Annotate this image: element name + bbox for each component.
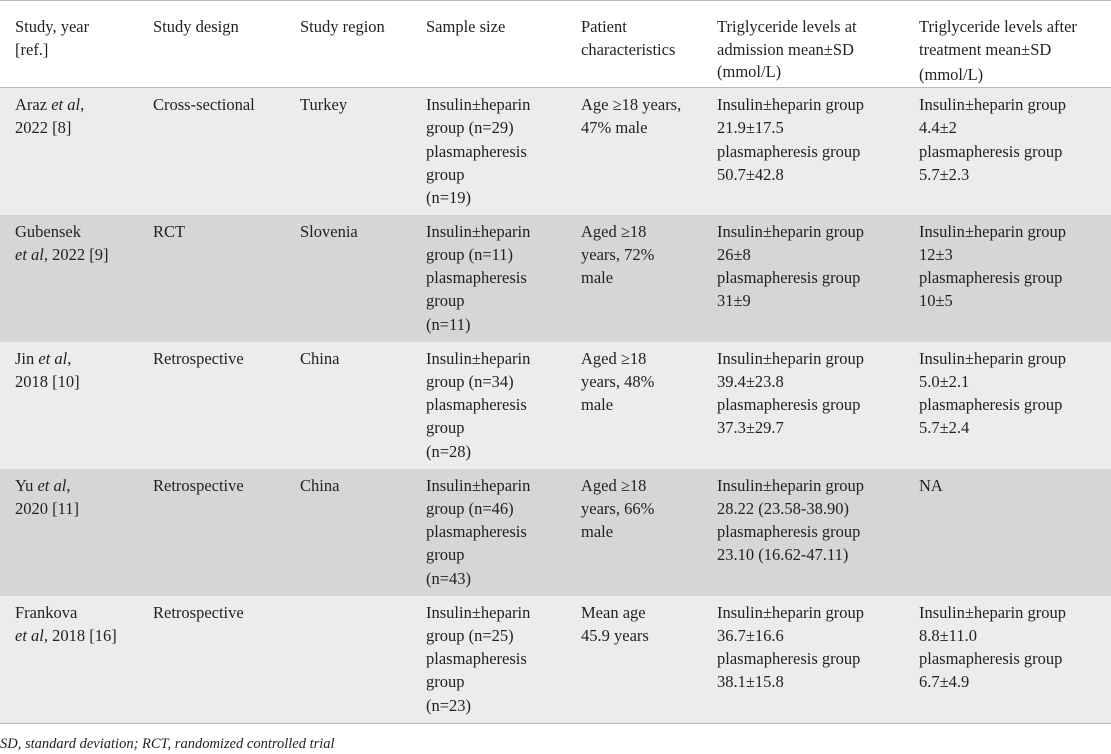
study-author: Yu: [15, 475, 34, 495]
cell-tg-after: [904, 596, 1111, 724]
header-patient-line: Patient: [581, 17, 627, 36]
tg-admission-line: 28.22 (23.58-38.90): [717, 498, 849, 518]
table-row: [0, 469, 1111, 596]
tg-admission-line: plasmapheresis group: [717, 141, 861, 161]
cell-design: [138, 88, 285, 215]
sample-line: group (n=25): [426, 625, 514, 645]
tg-admission-line: Insulin±heparin group: [717, 221, 864, 241]
patient-line: male: [581, 395, 614, 415]
sample-line: (n=43): [426, 568, 472, 588]
sample-line: plasmapheresis: [426, 649, 527, 669]
cell-study: [0, 469, 138, 596]
cell-tg-after: [904, 88, 1111, 215]
header-tg-admission-line: (mmol/L): [717, 62, 782, 81]
table-header: [0, 1, 1111, 88]
study-etal: et al: [51, 95, 81, 114]
header-patient: [566, 1, 702, 88]
header-tg-after-line: (mmol/L): [919, 65, 984, 84]
tg-admission-line: Insulin±heparin group: [717, 475, 864, 495]
table-body: [0, 88, 1111, 724]
header-design-line: Study design: [153, 17, 239, 36]
patient-line: 47% male: [581, 118, 648, 138]
design-text: Retrospective: [153, 602, 244, 622]
cell-tg-admission: [702, 215, 904, 342]
patient-line: Age ≥18 years,: [581, 95, 682, 114]
study-tail: ,: [80, 95, 85, 114]
patient-line: Mean age: [581, 602, 646, 622]
tg-admission-line: 37.3±29.7: [717, 418, 784, 438]
cell-tg-after: [904, 215, 1111, 342]
header-tg-after-line: treatment mean±SD: [919, 39, 1052, 59]
study-etal: et al: [38, 348, 68, 368]
sample-line: group: [426, 418, 465, 438]
tg-admission-line: 39.4±23.8: [717, 371, 784, 391]
cell-patient: [566, 88, 702, 215]
sample-line: Insulin±heparin: [426, 475, 531, 495]
cell-tg-admission: [702, 88, 904, 215]
tg-admission-line: Insulin±heparin group: [717, 95, 864, 114]
cell-study: [0, 215, 138, 342]
tg-admission-line: plasmapheresis group: [717, 395, 861, 415]
region-text: Slovenia: [300, 221, 358, 241]
tg-after-line: plasmapheresis group: [919, 268, 1063, 288]
cell-sample: [411, 215, 566, 342]
study-tail: , 2018 [16]: [43, 625, 117, 645]
cell-design: [138, 596, 285, 724]
sample-line: group (n=34): [426, 371, 514, 391]
study-line: [15, 243, 134, 266]
sample-line: plasmapheresis: [426, 141, 527, 161]
patient-line: male: [581, 268, 614, 288]
cell-tg-admission: [702, 469, 904, 596]
study-author: Araz: [15, 95, 48, 114]
cell-region: [285, 342, 411, 469]
table-row: [0, 342, 1111, 469]
cell-study: [0, 88, 138, 215]
cell-tg-after: [904, 342, 1111, 469]
sample-line: plasmapheresis: [426, 395, 527, 415]
cell-sample: [411, 469, 566, 596]
cell-region: [285, 88, 411, 215]
study-line: [15, 624, 134, 647]
tg-admission-line: 21.9±17.5: [717, 118, 784, 138]
study-author: Frankova: [15, 602, 78, 622]
cell-design: [138, 215, 285, 342]
sample-line: plasmapheresis: [426, 522, 527, 542]
cell-region: [285, 215, 411, 342]
cell-patient: [566, 342, 702, 469]
sample-line: group (n=11): [426, 244, 514, 264]
sample-line: Insulin±heparin: [426, 348, 531, 368]
cell-study: [0, 596, 138, 724]
study-line: [15, 474, 134, 497]
study-line: [15, 347, 134, 370]
sample-line: (n=11): [426, 314, 471, 334]
sample-line: group: [426, 164, 465, 184]
study-etal: et al: [15, 625, 44, 645]
header-tg-after-line: Triglyceride levels after: [919, 17, 1077, 36]
tg-after-line: plasmapheresis group: [919, 395, 1063, 415]
patient-line: years, 72%: [581, 244, 655, 264]
design-text: RCT: [153, 221, 186, 241]
tg-admission-line: 38.1±15.8: [717, 672, 784, 692]
sample-line: (n=19): [426, 188, 472, 208]
cell-study: [0, 342, 138, 469]
patient-line: years, 48%: [581, 371, 655, 391]
patient-line: years, 66%: [581, 498, 655, 518]
table-row: [0, 88, 1111, 215]
sample-line: Insulin±heparin: [426, 602, 531, 622]
header-tg-admission-line: Triglyceride levels at: [717, 17, 857, 36]
tg-after-line: 5.0±2.1: [919, 371, 970, 391]
patient-line: Aged ≥18: [581, 475, 647, 495]
sample-line: Insulin±heparin: [426, 221, 531, 241]
cell-design: [138, 342, 285, 469]
cell-sample: [411, 88, 566, 215]
tg-admission-line: plasmapheresis group: [717, 268, 861, 288]
header-region: [285, 1, 411, 88]
tg-after-line: 5.7±2.4: [919, 418, 970, 438]
cell-patient: [566, 596, 702, 724]
tg-admission-line: plasmapheresis group: [717, 649, 861, 669]
cell-tg-admission: [702, 342, 904, 469]
tg-after-line: NA: [919, 475, 943, 495]
study-year-ref: 2020 [11]: [15, 498, 80, 518]
cell-tg-admission: [702, 596, 904, 724]
header-sample: [411, 1, 566, 88]
header-patient-line: characteristics: [581, 39, 676, 59]
header-tg-admission: [702, 1, 904, 88]
study-year-ref: 2018 [10]: [15, 371, 80, 391]
header-study: [0, 1, 138, 88]
tg-after-line: 6.7±4.9: [919, 672, 970, 692]
study-tail: , 2022 [9]: [43, 244, 109, 264]
cell-sample: [411, 596, 566, 724]
study-tail: ,: [66, 475, 71, 495]
cell-region: [285, 596, 411, 724]
header-sample-line: Sample size: [426, 17, 506, 36]
sample-line: (n=23): [426, 695, 472, 715]
tg-admission-line: 31±9: [717, 291, 751, 311]
header-design: [138, 1, 285, 88]
patient-line: Aged ≥18: [581, 221, 647, 241]
tg-after-line: plasmapheresis group: [919, 141, 1063, 161]
tg-admission-line: Insulin±heparin group: [717, 348, 864, 368]
sample-line: group (n=46): [426, 498, 514, 518]
tg-after-line: 4.4±2: [919, 118, 957, 138]
cell-region: [285, 469, 411, 596]
patient-line: 45.9 years: [581, 625, 649, 645]
tg-admission-line: 26±8: [717, 244, 751, 264]
header-tg-admission-line: admission mean±SD: [717, 39, 854, 59]
table-row: [0, 596, 1111, 724]
design-text: Cross-sectional: [153, 95, 255, 114]
tg-after-line: Insulin±heparin group: [919, 602, 1066, 622]
tg-after-line: Insulin±heparin group: [919, 95, 1066, 114]
tg-admission-line: 23.10 (16.62-47.11): [717, 545, 849, 565]
study-year-ref: 2022 [8]: [15, 118, 72, 138]
table-row: [0, 215, 1111, 342]
study-tail: ,: [67, 348, 72, 368]
tg-admission-line: Insulin±heparin group: [717, 602, 864, 622]
cell-sample: [411, 342, 566, 469]
region-text: China: [300, 348, 340, 368]
tg-admission-line: 36.7±16.6: [717, 625, 784, 645]
tg-after-line: Insulin±heparin group: [919, 221, 1066, 241]
table-footnote: SD, standard deviation; RCT, randomized controlled trial: [0, 736, 335, 752]
header-study-line: Study, year: [15, 17, 90, 36]
study-line: [15, 93, 134, 116]
cell-patient: [566, 215, 702, 342]
tg-after-line: 5.7±2.3: [919, 164, 970, 184]
sample-line: Insulin±heparin: [426, 95, 531, 114]
header-tg-after: [904, 1, 1111, 88]
tg-admission-line: 50.7±42.8: [717, 164, 784, 184]
header-study-line: [ref.]: [15, 39, 49, 59]
sample-line: (n=28): [426, 441, 472, 461]
sample-line: group: [426, 291, 465, 311]
cell-patient: [566, 469, 702, 596]
design-text: Retrospective: [153, 348, 244, 368]
tg-after-line: 8.8±11.0: [919, 625, 977, 645]
design-text: Retrospective: [153, 475, 244, 495]
cell-design: [138, 469, 285, 596]
tg-admission-line: plasmapheresis group: [717, 522, 861, 542]
sample-line: group: [426, 545, 465, 565]
header-region-line: Study region: [300, 17, 385, 36]
study-author: Gubensek: [15, 221, 81, 241]
tg-after-line: 12±3: [919, 244, 953, 264]
patient-line: Aged ≥18: [581, 348, 647, 368]
tg-after-line: 10±5: [919, 291, 953, 311]
cell-tg-after: [904, 469, 1111, 596]
tg-after-line: plasmapheresis group: [919, 649, 1063, 669]
region-text: Turkey: [300, 95, 348, 114]
study-etal: et al: [37, 475, 67, 495]
tg-after-line: Insulin±heparin group: [919, 348, 1066, 368]
region-text: China: [300, 475, 340, 495]
study-author: Jin: [15, 348, 35, 368]
study-etal: et al: [15, 244, 44, 264]
sample-line: group (n=29): [426, 118, 514, 138]
patient-line: male: [581, 522, 614, 542]
sample-line: group: [426, 672, 465, 692]
sample-line: plasmapheresis: [426, 268, 527, 288]
header-row: [0, 1, 1111, 88]
